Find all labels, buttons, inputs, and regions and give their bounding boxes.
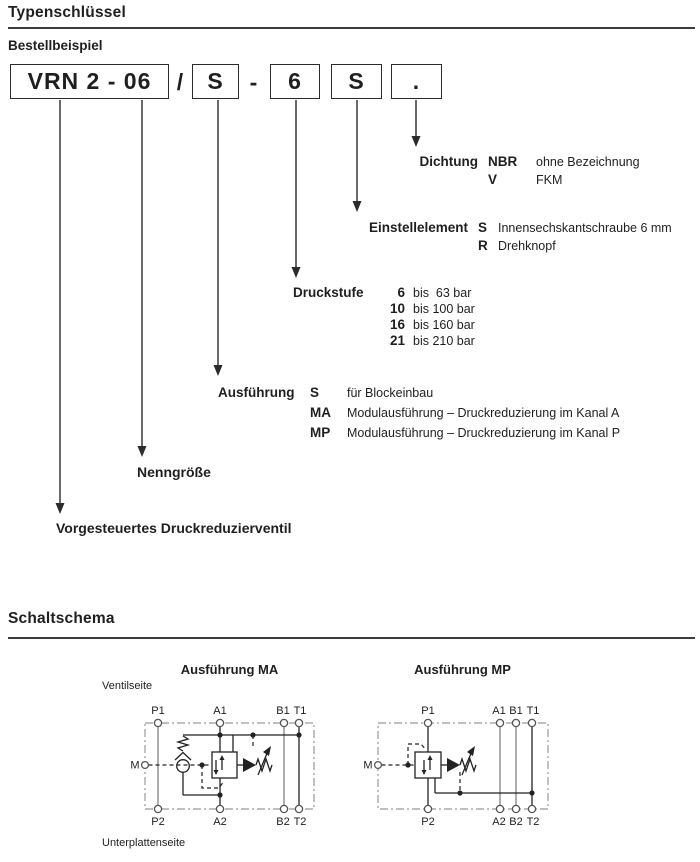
through-lines	[500, 723, 516, 809]
order-code-model-box: VRN 2 - 06	[10, 64, 169, 99]
order-code-slash: /	[176, 68, 184, 95]
legend-row	[383, 285, 475, 301]
port-label: T2	[293, 816, 307, 828]
desc-cell: für Blockeinbau	[347, 386, 434, 400]
code-cell: R	[478, 238, 488, 253]
adjust-arrowhead	[467, 746, 475, 756]
check-valve-seat	[175, 753, 191, 761]
code-cell: 6	[397, 285, 405, 300]
legend-row	[488, 153, 640, 171]
code-cell: MP	[310, 425, 331, 440]
nenngroesse-label: Nenngröße	[137, 464, 211, 480]
adjust-arrowhead	[263, 746, 271, 756]
mp-schematic	[360, 698, 620, 838]
heading-rule	[8, 637, 695, 639]
legend-ausfuehrung-label: Ausführung	[218, 385, 295, 400]
port-label: P2	[151, 816, 165, 828]
pilot-cone	[243, 758, 256, 772]
section-title-typenschluessel: Typenschlüssel	[8, 4, 126, 21]
port-label: P1	[421, 705, 435, 717]
gauge-port-label: M	[130, 759, 140, 772]
order-code-version-box: S	[192, 64, 239, 99]
code-cell: S	[478, 220, 488, 235]
desc-cell: Modulausführung – Druckreduzierung im Kanal P	[347, 426, 621, 440]
port-label: A1	[213, 705, 227, 717]
port-label: A1	[492, 705, 506, 717]
envelope-border	[378, 723, 548, 809]
code-cell: S	[310, 385, 320, 400]
legend-row	[310, 383, 620, 403]
port-label: T1	[293, 705, 307, 717]
valve-type-label: Vorgesteuertes Druckreduzierventil	[56, 520, 292, 536]
desc-cell: Drehknopf	[498, 239, 556, 253]
port-label: P1	[151, 705, 165, 717]
reducing-valve-body	[415, 752, 441, 778]
desc-cell: bis 63 bar	[413, 286, 472, 300]
diagram-title-ma: Ausführung MA	[180, 662, 279, 677]
desc-cell: Modulausführung – Druckreduzierung im Kanal A	[347, 406, 620, 420]
circuit-lines	[415, 723, 532, 809]
legend-dichtung-label: Dichtung	[419, 154, 478, 169]
order-code-dash: -	[249, 68, 258, 95]
port-label: T1	[526, 705, 540, 717]
valve-side-note: Ventilseite	[102, 680, 153, 692]
legend-druckstufe-label: Druckstufe	[293, 285, 364, 300]
check-valve-spring	[178, 736, 188, 751]
desc-cell: bis 100 bar	[413, 302, 475, 316]
desc-cell: bis 160 bar	[413, 318, 475, 332]
code-cell: 16	[389, 317, 405, 332]
heading-rule	[8, 27, 695, 29]
ma-schematic	[95, 698, 355, 838]
order-example-label: Bestellbeispiel	[8, 38, 103, 53]
port-label: T2	[526, 816, 540, 828]
legend-druckstufe	[293, 285, 475, 349]
legend-row	[383, 301, 475, 317]
port-label: B2	[509, 816, 523, 828]
port-label: B2	[276, 816, 290, 828]
gauge-port-label: M	[363, 759, 373, 772]
port-label: A2	[492, 816, 506, 828]
legend-row	[478, 237, 672, 255]
port-label: B1	[509, 705, 523, 717]
code-cell: MA	[310, 405, 331, 420]
legend-row	[310, 423, 620, 443]
legend-ausfuehrung	[218, 383, 620, 443]
legend-row	[310, 403, 620, 423]
code-cell: V	[488, 172, 498, 187]
legend-einstellelement-label: Einstellelement	[368, 220, 468, 235]
desc-cell: Innensechskantschraube 6 mm	[498, 221, 672, 235]
check-valve-ball	[177, 760, 190, 773]
legend-row	[488, 171, 640, 189]
port-label: A2	[213, 816, 227, 828]
down-arrow-nenngroesse	[138, 100, 147, 457]
order-code-pressure-box: 6	[270, 64, 320, 99]
code-cell: 10	[389, 301, 405, 316]
diagram-title-mp: Ausführung MP	[414, 662, 511, 677]
port-label: B1	[276, 705, 290, 717]
section-title-schaltschema: Schaltschema	[8, 610, 115, 627]
legend-einstellelement	[300, 219, 672, 255]
pilot-cone	[447, 758, 460, 772]
desc-cell: ohne Bezeichnung	[536, 155, 640, 169]
code-cell: NBR	[488, 154, 518, 169]
down-arrow-dichtung	[412, 100, 421, 147]
legend-row	[383, 333, 475, 349]
subplate-side-note: Unterplattenseite	[102, 837, 186, 849]
desc-cell: bis 210 bar	[413, 334, 475, 348]
port-label: P2	[421, 816, 435, 828]
order-code-seal-box: .	[391, 64, 442, 99]
legend-dichtung	[340, 153, 640, 189]
circuit-lines	[175, 723, 299, 809]
legend-row	[478, 219, 672, 237]
down-arrow-ausfuehrung	[214, 100, 223, 376]
desc-cell: FKM	[536, 173, 563, 187]
legend-row	[383, 317, 475, 333]
code-cell: 21	[389, 333, 405, 348]
order-code-adjust-box: S	[331, 64, 382, 99]
down-arrow-valve-type	[56, 100, 65, 514]
